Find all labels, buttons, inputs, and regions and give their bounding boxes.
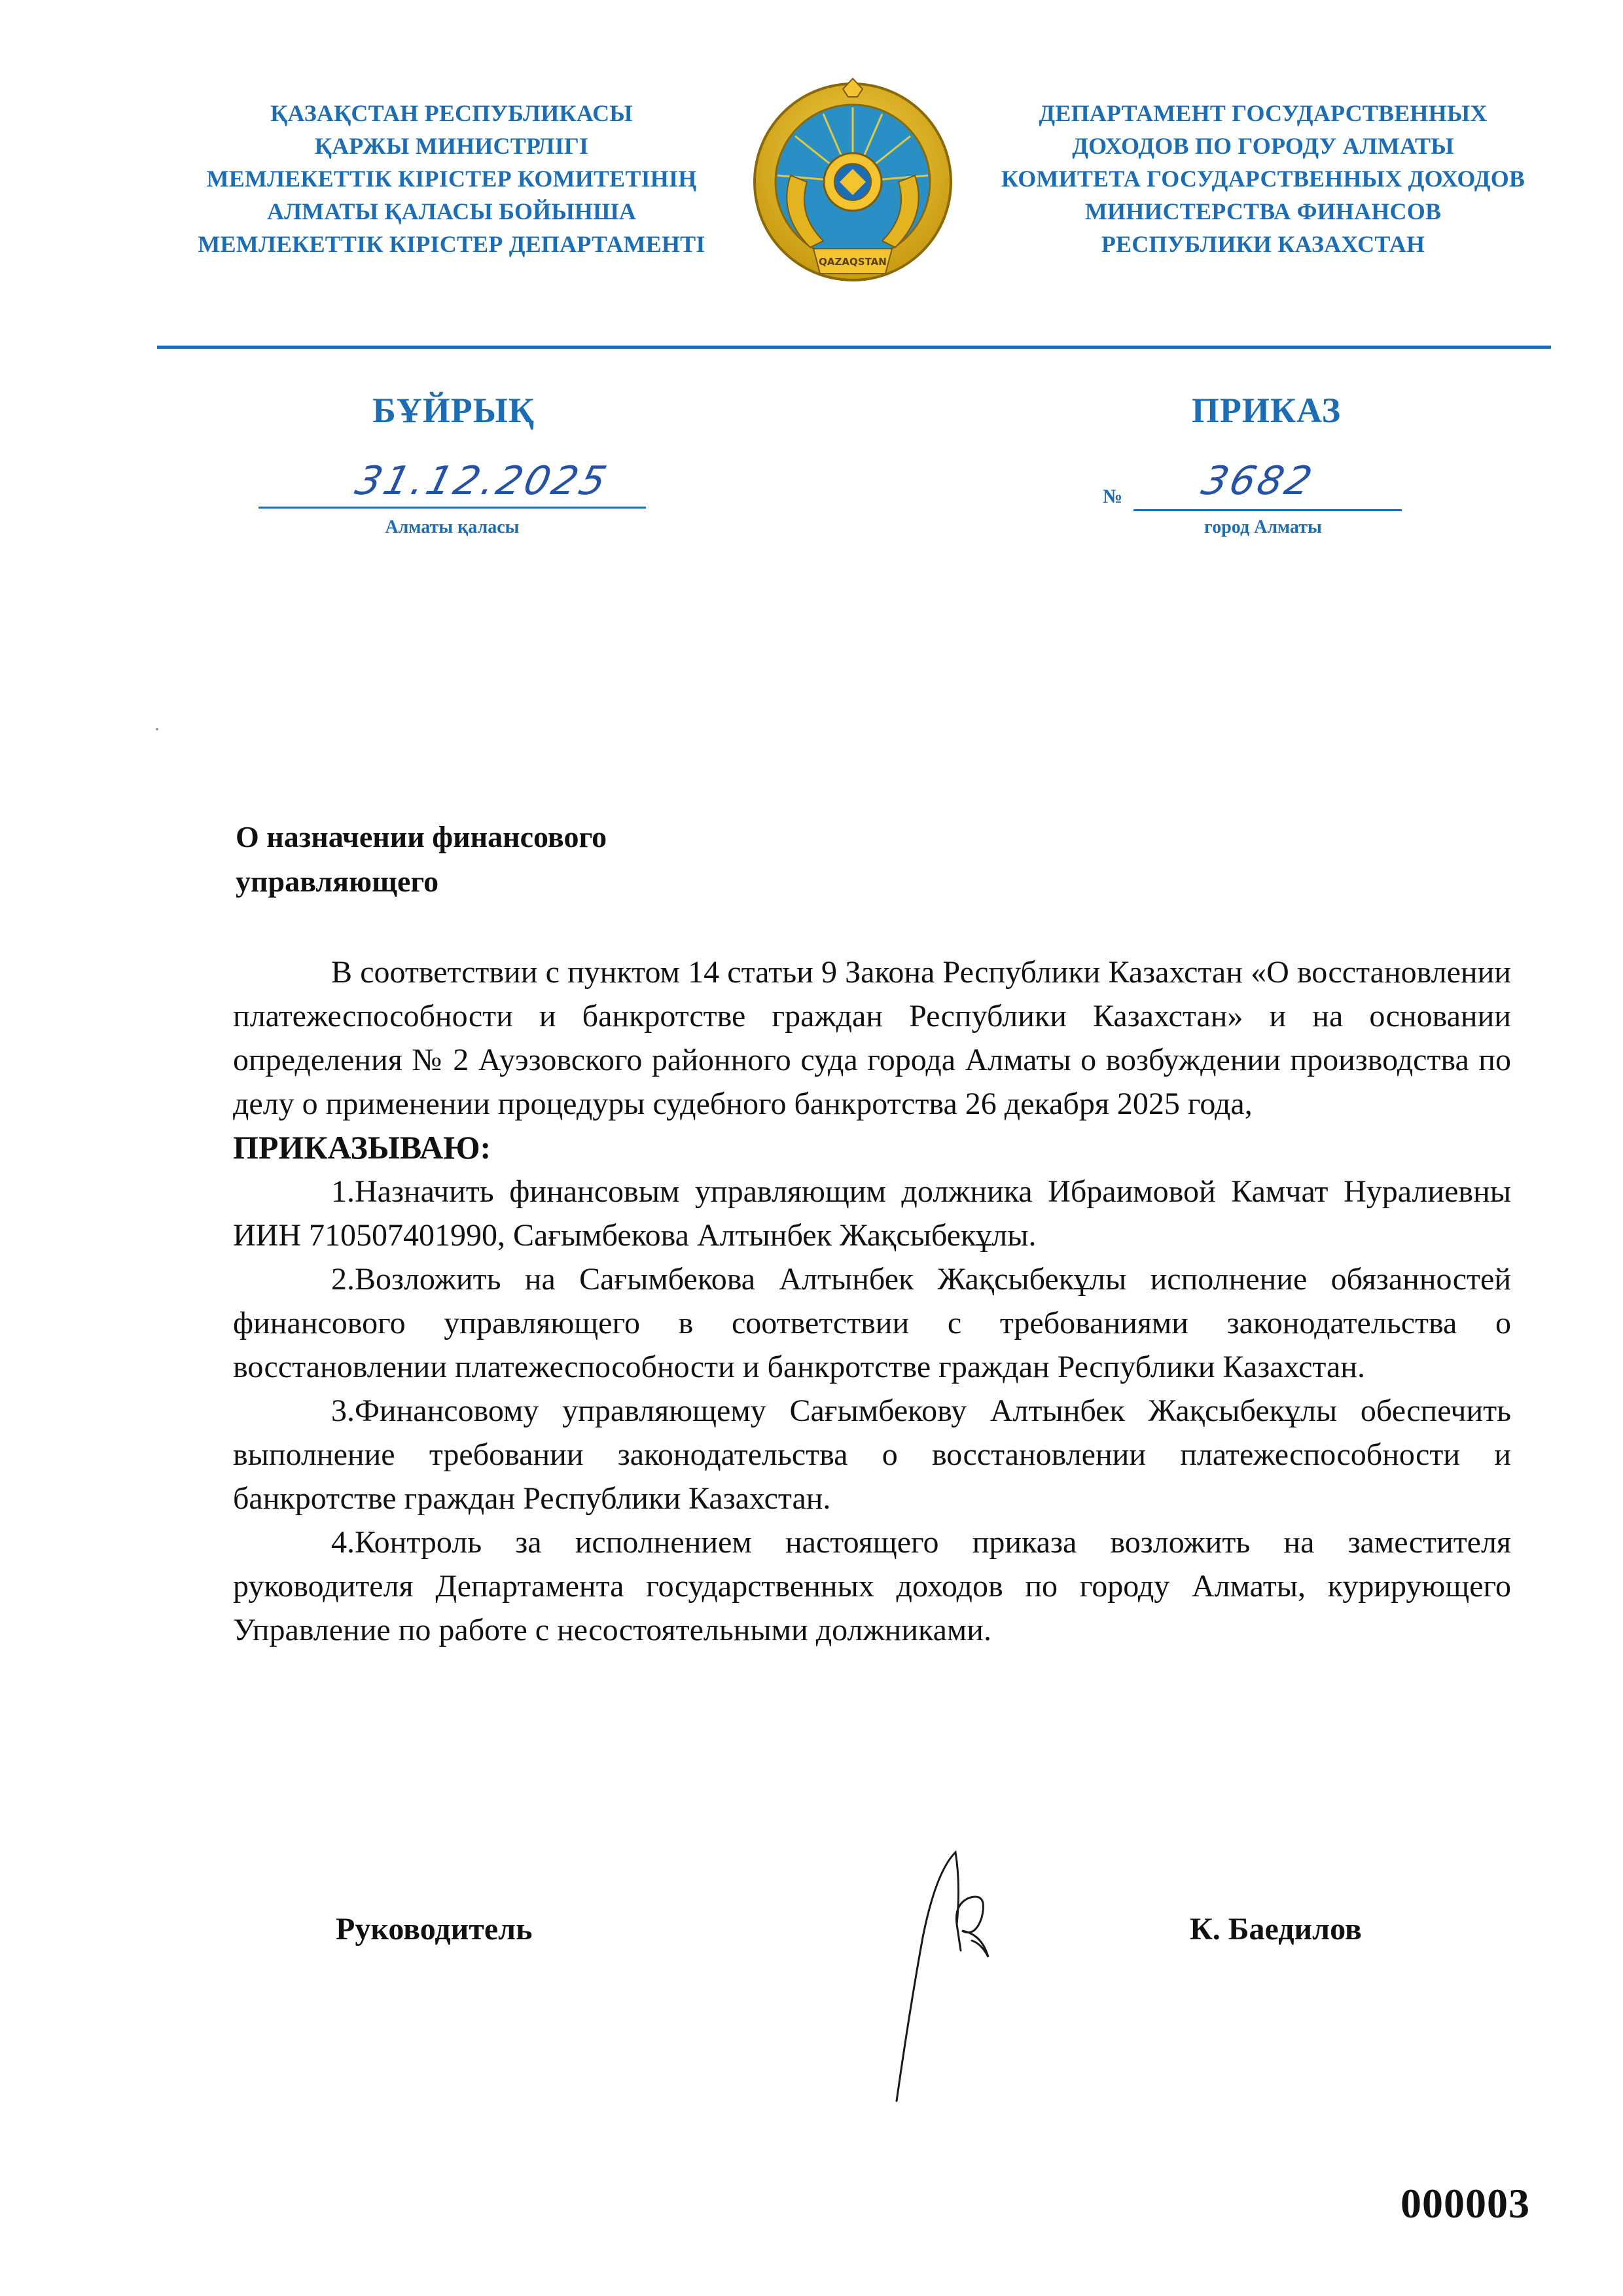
order-title-ru: ПРИКАЗ [1191, 391, 1342, 430]
header-russian-block [975, 97, 1551, 260]
scan-speck [156, 728, 158, 730]
order-directive: ПРИКАЗЫВАЮ: [233, 1129, 491, 1166]
body-item-2: 2.Возложить на Сағымбекова Алтынбек Жақсыбекұлы исполнение обязанностей финансового управляющего в соответствии с требованиями законодательства о восстановлении платежеспособности и банкротстве граждан Республики Казахстан. [233, 1262, 1511, 1384]
date-field-line [259, 507, 646, 509]
city-label-kz: Алматы қаласы [385, 517, 520, 537]
page-serial-number: 000003 [1400, 2180, 1530, 2227]
signatory-name: К. Баедилов [1190, 1912, 1362, 1946]
order-date-handwritten: 31.12.2025 [351, 458, 614, 504]
header-kz-line-3: МЕМЛЕКЕТТІК КІРІСТЕР КОМИТЕТІНІҢ [206, 166, 697, 192]
city-label-ru: город Алматы [1204, 517, 1322, 537]
header-ru-line-3: КОМИТЕТА ГОСУДАРСТВЕННЫХ ДОХОДОВ [1001, 166, 1525, 192]
emblem-label: QAZAQSTAN [819, 256, 887, 268]
header-kazakh-block [164, 97, 740, 260]
header-divider [157, 346, 1551, 349]
header-kz-line-2: ҚАРЖЫ МИНИСТРЛІГІ [314, 133, 589, 159]
header-ru-line-1: ДЕПАРТАМЕНТ ГОСУДАРСТВЕННЫХ [1039, 100, 1488, 126]
header-ru-line-4: МИНИСТЕРСТВА ФИНАНСОВ [1084, 198, 1442, 224]
order-title-kz: БҰЙРЫҚ [372, 391, 535, 430]
body-intro: В соответствии с пунктом 14 статьи 9 Закона Республики Казахстан «О восстановлении платежеспособности и банкротстве граждан Республики Казахстан» и на основании определения № 2 Ауэзовского районного суда города Алматы о возбуждении производства по делу о применении процедуры судебного банкротства 26 декабря 2025 года, [233, 955, 1511, 1121]
header-ru-line-2: ДОХОДОВ ПО ГОРОДУ АЛМАТЫ [1072, 133, 1454, 159]
body-item-1: 1.Назначить финансовым управляющим должника Ибраимовой Камчат Нуралиевны ИИН 710507401990, Сағымбекова Алтынбек Жақсыбекұлы. [233, 1174, 1511, 1253]
body-item-3: 3.Финансовому управляющему Сағымбекову Алтынбек Жақсыбекұлы обеспечить выполнение требовании законодательства о восстановлении платежеспособности и банкротстве граждан Республики Казахстан. [233, 1393, 1511, 1516]
header-kz-line-5: МЕМЛЕКЕТТІК КІРІСТЕР ДЕПАРТАМЕНТІ [198, 231, 705, 257]
subject-line-2: управляющего [236, 865, 439, 898]
order-body [233, 950, 1511, 1652]
order-number-handwritten: 3682 [1197, 458, 1319, 504]
state-emblem-icon [751, 77, 954, 293]
header-kz-line-4: АЛМАТЫ ҚАЛАСЫ БОЙЫНША [266, 198, 637, 224]
body-item-4: 4.Контроль за исполнением настоящего приказа возложить на заместителя руководителя Департамента государственных доходов по городу Алматы, курирующего Управление по работе с несостоятельными должниками. [233, 1525, 1511, 1647]
subject-line-1: О назначении финансового [236, 820, 607, 853]
order-subject [236, 815, 607, 904]
number-sign: № [1103, 486, 1123, 507]
number-field-line [1133, 509, 1402, 511]
signatory-title: Руководитель [336, 1912, 533, 1946]
header-ru-line-5: РЕСПУБЛИКИ КАЗАХСТАН [1101, 231, 1425, 257]
header-kz-line-1: ҚАЗАҚСТАН РЕСПУБЛИКАСЫ [270, 100, 633, 126]
handwritten-signature-icon [883, 1846, 1054, 2108]
